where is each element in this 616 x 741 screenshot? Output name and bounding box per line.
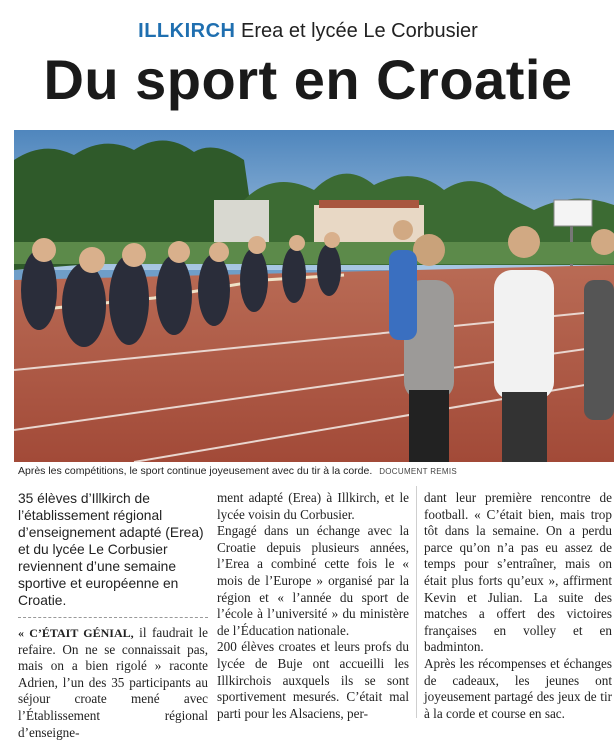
photo-caption	[18, 465, 614, 477]
article-headline: Du sport en Croatie	[43, 48, 573, 111]
column-separator	[18, 617, 208, 618]
paragraph-2b: Engagé dans un échange avec la Croatie depuis plusieurs années, l’Erea a combiné cette fois le « mois de l’Europe » organisé par la région et « l’année du sport de l’école à l’université » du ministère de l’Éducation nationale.	[217, 523, 409, 638]
article-column-1	[18, 490, 208, 741]
kicker-subtitle: Erea et lycée Le Corbusier	[241, 20, 478, 42]
caption-text: Après les compétitions, le sport continue joyeusement avec du tir à la corde.	[18, 465, 373, 477]
lead-in: « C’ÉTAIT GÉNIAL,	[18, 626, 134, 640]
paragraph-3b: Après les récompenses et échanges de cadeaux, les jeunes ont joyeusement partagé des jeux de tir à la corde et course en sac.	[424, 655, 612, 721]
article-column-3	[424, 490, 612, 722]
paragraph-2a: ment adapté (Erea) à Illkirch, et le lycée voisin du Corbusier.	[217, 490, 409, 522]
photo-credit: DOCUMENT REMIS	[379, 467, 458, 476]
article-paragraph-1	[18, 625, 208, 741]
article-standfirst: 35 élèves d’Illkirch de l’établissement régional d’enseignement adapté (Erea) et du lycée Le Corbusier reviennent d’une semaine sportive et européenne en Croatie.	[18, 491, 204, 608]
paragraph-2c: 200 élèves croates et leurs profs du lycée de Buje ont accueilli les Illkirchois auxquels ils se sont sportivement mesurés. C’était mal parti pour les Alsaciens, per-	[217, 639, 409, 721]
paragraph-3a: dant leur première rencontre de football. « C’était bien, mais trop tôt dans la semaine. On a perdu parce qu’on n’a pas eu assez de temps pour s’entraîner, mais on était plus forts qu’eux », affirment Kevin et Julian. La suite des matches a offert des victoires françaises en volley et en badminton.	[424, 490, 612, 655]
location-label: ILLKIRCH	[138, 20, 236, 42]
article-column-2	[217, 490, 409, 722]
paragraph-1-text: il faudrait le refaire. On ne se connaissait pas, mais on a bien rigolé » raconte Adrien, l’un des 35 participants au séjour croate mené avec l’Établissement régional d’enseigne-	[18, 625, 208, 740]
article-photo	[14, 130, 614, 462]
tug-of-war-photo	[14, 130, 614, 462]
column-rule	[416, 486, 417, 718]
article-kicker	[0, 20, 616, 43]
